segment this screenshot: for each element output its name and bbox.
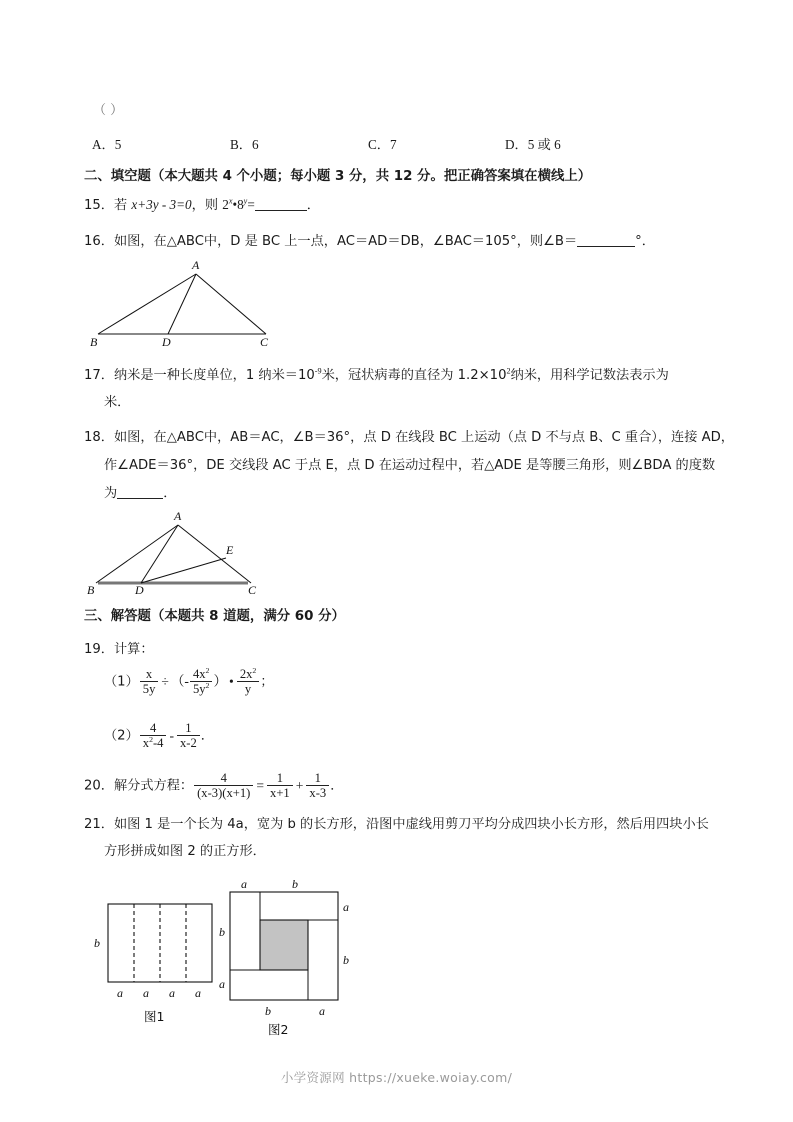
fig2-label-right-b: b	[343, 953, 349, 967]
q19-p1-f2-den: $5y^2$	[192, 680, 210, 697]
q20-tail: ．	[330, 778, 344, 794]
q21-figure-2	[210, 876, 390, 1036]
question-19-part-1	[104, 665, 274, 697]
q19-p2-minus: -	[169, 727, 174, 743]
q18-text-2: 作∠ADE＝36°，DE 交线段 AC 于点 E，点 D 在运动过程中，若△ADE 是等腰三角形，则∠BDA 的度数	[104, 458, 716, 473]
q20-f3-den: x-3	[309, 786, 327, 801]
q20-f3-num: 1	[306, 771, 329, 786]
fig2-label-top-a: a	[241, 877, 247, 891]
question-17-line-1	[84, 365, 669, 385]
q20-text: 解分式方程：	[113, 778, 194, 794]
q15-tail: ．	[306, 198, 320, 213]
question-16	[84, 231, 655, 251]
fig1-label-a-1: a	[117, 986, 123, 1000]
question-18-line-2	[104, 455, 715, 475]
q19-p1-f1-num: x	[140, 667, 159, 682]
question-21-line-1	[84, 814, 709, 834]
q15-dot: •	[232, 197, 238, 212]
q19-p1-frac-2	[190, 667, 213, 696]
q19-p2-f2-den: x-2	[180, 736, 197, 751]
q20-equals: =	[256, 777, 265, 793]
q20-frac-1	[194, 771, 253, 800]
fig1-label-a-4: a	[195, 986, 201, 1000]
question-21-line-2	[104, 841, 266, 861]
section-2-heading: 二、填空题（本大题共 4 个小题；每小题 3 分，共 12 分。把正确答案填在横线上）	[84, 169, 592, 184]
q19-p2-tail: ．	[200, 728, 214, 744]
q19-p1-f3-num: $2x^2$	[237, 667, 260, 682]
fig2-label-right-a: a	[343, 900, 349, 914]
q15-exp-2: y	[243, 196, 248, 206]
q15-math-a: x+3y - 3=0	[131, 197, 192, 212]
question-19	[84, 639, 154, 659]
q20-f1-den: (x-3)(x+1)	[197, 786, 251, 801]
q18-label-E: E	[226, 543, 234, 557]
q18-text-1: 如图，在△ABC中，AB＝AC，∠B＝36°，点 D 在线段 BC 上运动（点 D 不与点 B、C 重合），连接 AD，	[113, 430, 734, 445]
q18-text-3b: ．	[163, 486, 177, 501]
q20-f2-den: x+1	[270, 786, 290, 801]
q19-p1-f1-den: 5y	[142, 682, 156, 697]
q15-base-1: 2	[222, 197, 229, 212]
question-18-line-3	[104, 483, 176, 503]
q18-answer-blank[interactable]	[117, 486, 163, 499]
question-17-line-2	[104, 392, 130, 412]
q18-label-D: D	[135, 583, 144, 597]
q20-plus: +	[295, 777, 304, 793]
q21-text-1: 如图 1 是一个长为 4a，宽为 b 的长方形，沿图中虚线用剪刀平均分成四块小长方形，然后用四块小长	[113, 817, 709, 832]
q17-text-b: 米，冠状病毒的直径为 1.2×10	[321, 368, 507, 383]
q16-label-B: B	[90, 335, 98, 349]
q19-p1-frac-1	[140, 667, 159, 696]
q17-number: 17．	[84, 368, 114, 383]
q16-number: 16．	[84, 234, 114, 249]
q19-text: 计算：	[113, 642, 154, 657]
q20-f1-num: 4	[194, 771, 253, 786]
q15-text-a: 若	[113, 198, 132, 213]
q21-text-2: 方形拼成如图 2 的正方形．	[104, 844, 266, 859]
q16-label-D: D	[162, 335, 171, 349]
q20-f2-num: 1	[267, 771, 293, 786]
fig2-caption: 图2	[268, 1022, 289, 1037]
fig2-label-left-b: b	[219, 925, 225, 939]
q16-label-A: A	[192, 258, 200, 272]
fig1-label-a-2: a	[143, 986, 149, 1000]
section-3-heading: 三、解答题（本题共 8 道题，满分 60 分）	[84, 609, 345, 624]
question-18-line-1	[84, 427, 734, 447]
q19-p1-f3-den: y	[244, 682, 252, 697]
choice-b[interactable]: B．6	[230, 137, 259, 152]
q19-p2-frac-2	[177, 721, 200, 750]
q19-p2-f1-den: $x^2-4$	[142, 734, 164, 751]
q18-number: 18．	[84, 430, 114, 445]
q15-text-b: ，则	[191, 198, 223, 213]
q16-figure	[86, 256, 296, 348]
fig2-label-left-a: a	[219, 977, 225, 991]
q15-exp-1: x	[228, 196, 233, 206]
q19-p1-tail: ；	[260, 674, 274, 690]
choice-d[interactable]: D．5 或 6	[505, 137, 561, 152]
q17-exponent-2: 2	[506, 366, 511, 376]
q19-p1-frac-3	[237, 667, 260, 696]
q21-number: 21．	[84, 817, 114, 832]
q19-p2-label: （2）	[104, 728, 139, 744]
watermark: 小学资源网 https://xueke.woiay.com/	[280, 1070, 513, 1085]
q17-tail: 米．	[104, 395, 131, 410]
q17-text-c: 纳米，用科学记数法表示为	[510, 368, 669, 383]
fig2-label-bottom-b: b	[265, 1004, 271, 1018]
q20-number: 20．	[84, 778, 114, 794]
q17-text-a: 纳米是一种长度单位，1 纳米＝10	[113, 368, 315, 383]
q18-text-3a: 为	[104, 486, 118, 501]
q17-exponent-1: -9	[314, 366, 322, 376]
answer-paren-marker: （ ）	[93, 103, 124, 118]
q19-p2-frac-1	[140, 721, 167, 750]
q19-p1-open-paren: （-	[170, 673, 189, 689]
q16-answer-blank[interactable]	[577, 234, 635, 247]
q18-label-C: C	[248, 583, 257, 597]
question-20	[84, 772, 343, 801]
q19-p1-divide: ÷	[161, 673, 169, 689]
q20-frac-3	[306, 771, 329, 800]
q15-equals: =	[247, 197, 255, 212]
q18-label-B: B	[87, 583, 95, 597]
q19-number: 19．	[84, 642, 114, 657]
fig2-label-top-b: b	[292, 877, 298, 891]
q15-base-2: 8	[237, 197, 244, 212]
choice-a[interactable]: A．5	[92, 137, 122, 152]
question-19-part-2	[104, 722, 214, 751]
question-15	[84, 195, 320, 215]
q16-label-C: C	[260, 335, 269, 349]
q19-p1-f2-num: $4x^2$	[190, 667, 213, 682]
q18-figure	[86, 508, 286, 596]
q16-unit: °．	[635, 234, 655, 249]
q19-p2-f2-num: 1	[177, 721, 200, 736]
q15-answer-blank[interactable]	[255, 198, 307, 211]
q19-p2-f1-num: 4	[140, 721, 167, 736]
q19-p1-close-paren: ）	[213, 673, 228, 689]
q19-p1-label: （1）	[104, 674, 139, 690]
choice-c[interactable]: C．7	[368, 137, 397, 152]
q18-label-A: A	[174, 509, 182, 523]
q20-frac-2	[267, 771, 293, 800]
q19-p1-multiply: •	[229, 673, 234, 689]
fig1-caption: 图1	[144, 1009, 165, 1024]
fig1-label-b-left: b	[94, 936, 100, 950]
fig2-label-bottom-a: a	[319, 1004, 325, 1018]
q16-text: 如图，在△ABC中，D 是 BC 上一点，AC＝AD＝DB，∠BAC＝105°，则∠B＝	[113, 234, 578, 249]
fig1-label-a-3: a	[169, 986, 175, 1000]
q15-number: 15．	[84, 198, 114, 213]
